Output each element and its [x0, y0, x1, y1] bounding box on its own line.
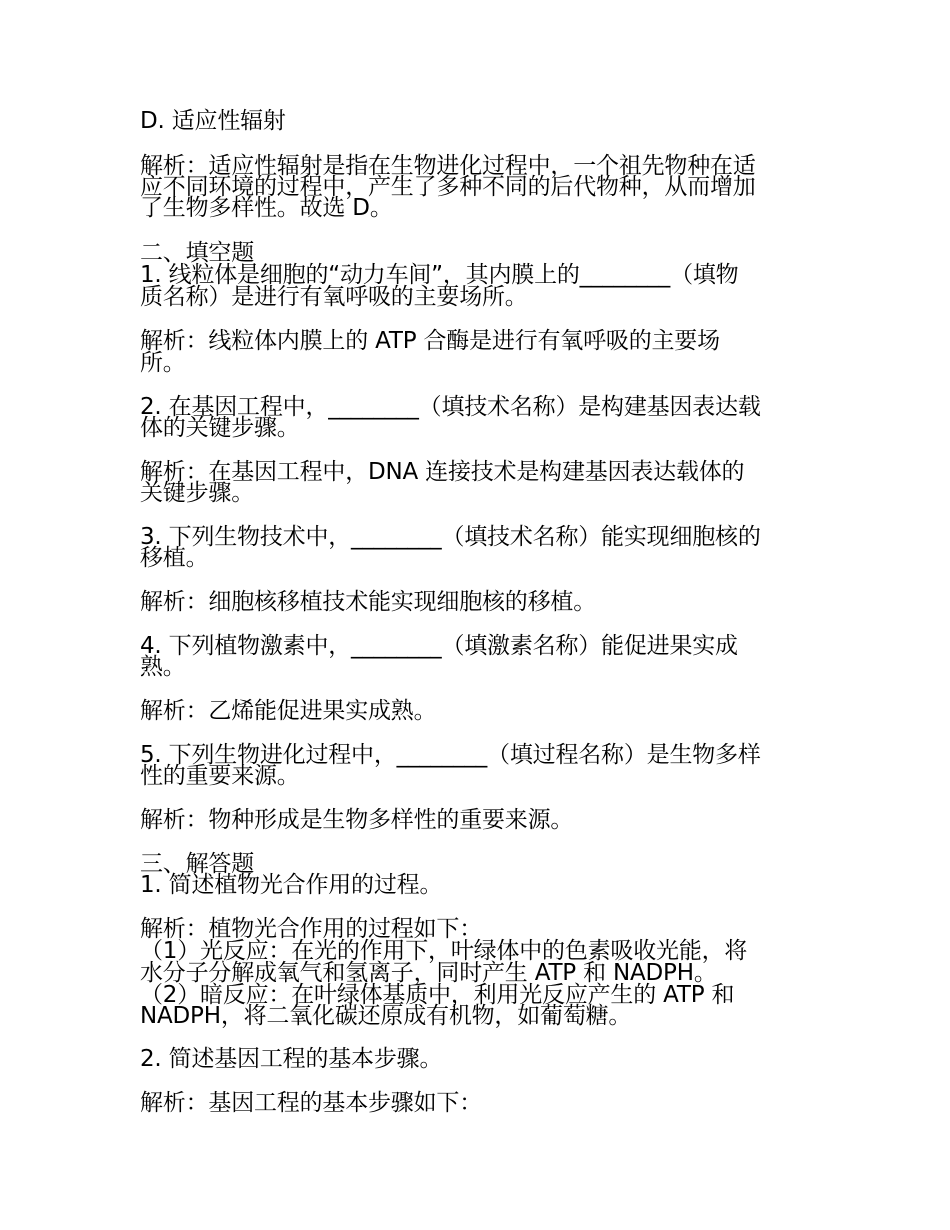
- question-line: 体的关键步骤。: [140, 415, 300, 441]
- question-line: 1. 线粒体是细胞的“动力车间”，其内膜上的________（填物: [140, 262, 739, 288]
- analysis-line: 了生物多样性。故选 D。: [140, 195, 393, 221]
- analysis-line: 所。: [140, 350, 186, 376]
- analysis-line: 解析：线粒体内膜上的 ATP 合酶是进行有氧呼吸的主要场: [140, 328, 720, 354]
- question-line: 质名称）是进行有氧呼吸的主要场所。: [140, 284, 528, 310]
- analysis-line: 解析：基因工程的基本步骤如下：: [140, 1090, 483, 1116]
- question-line: 熟。: [140, 654, 186, 680]
- analysis-line: 水分子分解成氧气和氢离子，同时产生 ATP 和 NADPH。: [140, 960, 717, 986]
- analysis-line: （2）暗反应：在叶绿体基质中，利用光反应产生的 ATP 和: [140, 982, 735, 1008]
- analysis-line: 解析：适应性辐射是指在生物进化过程中，一个祖先物种在适: [140, 153, 756, 179]
- analysis-line: 关键步骤。: [140, 480, 255, 506]
- question-line: 性的重要来源。: [140, 763, 300, 789]
- question-line: 2. 简述基因工程的基本步骤。: [140, 1046, 443, 1072]
- section-heading-fill-in: 二、填空题: [140, 240, 255, 266]
- analysis-line: 解析：在基因工程中，DNA 连接技术是构建基因表达载体的: [140, 459, 745, 485]
- question-line: 5. 下列生物进化过程中，________（填过程名称）是生物多样: [140, 742, 761, 768]
- question-line: 移植。: [140, 545, 209, 571]
- analysis-line: 解析：物种形成是生物多样性的重要来源。: [140, 807, 574, 833]
- analysis-line: 解析：植物光合作用的过程如下：: [140, 916, 483, 942]
- analysis-line: 解析：细胞核移植技术能实现细胞核的移植。: [140, 589, 597, 615]
- question-line: 4. 下列植物激素中，________（填激素名称）能促进果实成: [140, 633, 738, 659]
- option-d: D. 适应性辐射: [140, 108, 286, 134]
- analysis-line: NADPH，将二氧化碳还原成有机物，如葡萄糖。: [140, 1003, 632, 1029]
- question-line: 1. 简述植物光合作用的过程。: [140, 872, 443, 898]
- question-line: 3. 下列生物技术中，________（填技术名称）能实现细胞核的: [140, 524, 761, 550]
- analysis-line: （1）光反应：在光的作用下，叶绿体中的色素吸收光能，将: [140, 938, 748, 964]
- section-heading-answer: 三、解答题: [140, 851, 255, 877]
- analysis-line: 解析：乙烯能促进果实成熟。: [140, 698, 437, 724]
- question-line: 2. 在基因工程中，________（填技术名称）是构建基因表达载: [140, 394, 761, 420]
- analysis-line: 应不同环境的过程中，产生了多种不同的后代物种，从而增加: [140, 174, 756, 200]
